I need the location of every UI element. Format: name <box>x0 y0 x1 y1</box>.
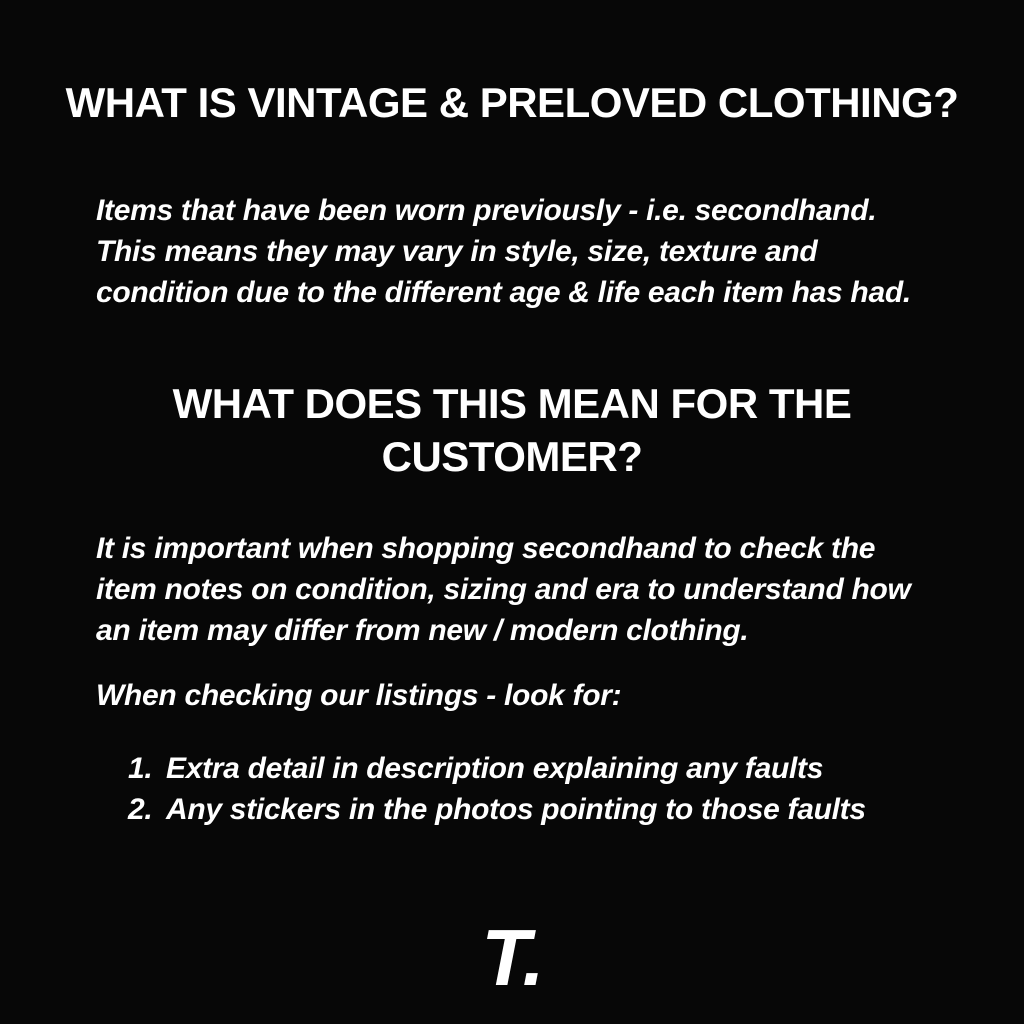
list-item-number: 1. <box>128 752 153 785</box>
list-item-number: 2. <box>128 793 153 826</box>
paragraph-intro: Items that have been worn previously - i.e. secondhand. This means they may vary in style, size, texture and condition due to the different age & life each item has had. <box>96 194 911 309</box>
heading-what-is-vintage: WHAT IS VINTAGE & PRELOVED CLOTHING? <box>65 79 959 126</box>
paragraph-customer-info: It is important when shopping secondhand to check the item notes on condition, sizing and era to understand how an item may differ from new / modern clothing. <box>96 532 911 647</box>
list-item-text: Extra detail in description explaining any faults <box>166 752 824 785</box>
list-item <box>128 748 948 789</box>
paragraph-listings-lead-in: When checking our listings - look for: <box>96 679 622 712</box>
heading-what-does-this-mean: WHAT DOES THIS MEAN FOR THE CUSTOMER? <box>172 380 852 480</box>
brand-logo-t: T. <box>481 913 543 1002</box>
faults-list <box>128 748 948 830</box>
list-item-text: Any stickers in the photos pointing to those faults <box>166 793 866 826</box>
list-item <box>128 789 948 830</box>
